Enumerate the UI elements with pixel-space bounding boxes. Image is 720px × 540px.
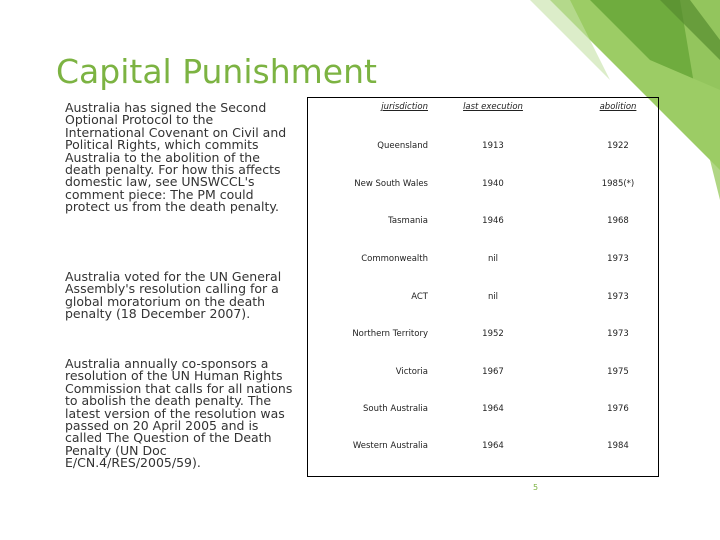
cell-last-execution: 1952	[482, 329, 504, 339]
cell-jurisdiction: New South Wales	[354, 179, 428, 189]
cell-jurisdiction: Commonwealth	[361, 254, 428, 264]
execution-table	[307, 97, 659, 477]
cell-abolition: 1976	[607, 404, 629, 414]
header-abolition: abolition	[599, 102, 637, 112]
paragraph-moratorium: Australia voted for the UN General Assembly's resolution calling for a global moratorium on the death penalty (18 December 2007).	[65, 269, 282, 322]
cell-abolition: 1973	[607, 292, 629, 302]
cell-abolition: 1973	[607, 329, 629, 339]
cell-abolition: 1922	[607, 141, 629, 151]
cell-abolition: 1985(*)	[601, 179, 635, 189]
cell-jurisdiction: Western Australia	[352, 441, 428, 451]
header-jurisdiction: jurisdiction	[381, 102, 428, 112]
cell-jurisdiction: Tasmania	[388, 216, 428, 226]
cell-jurisdiction: Victoria	[395, 367, 428, 377]
paragraph-protocol: Australia has signed the Second Optional Protocol to the International Covenant on Civil and Political Rights, which commits Australia to the abolition of the death penalty. For how this affects domestic law, see UNSWCCL's comment piece: The PM could protect us from the death penalty.	[65, 100, 287, 215]
cell-last-execution: 1940	[482, 179, 504, 189]
cell-abolition: 1984	[607, 441, 629, 451]
cell-last-execution: 1964	[482, 441, 504, 451]
cell-last-execution: 1913	[482, 141, 504, 151]
paragraph-resolution: Australia annually co-sponsors a resolution of the UN Human Rights Commission that calls for all nations to abolish the death penalty. The latest version of the resolution was passed on 20 April 2005 and is called The Question of the Death Penalty (UN Doc E/CN.4/RES/2005/59).	[65, 356, 293, 471]
cell-jurisdiction: Queensland	[377, 141, 428, 151]
cell-abolition: 1975	[607, 367, 629, 377]
cell-abolition: 1968	[607, 216, 629, 226]
cell-jurisdiction: South Australia	[362, 404, 428, 414]
cell-last-execution: nil	[487, 292, 499, 302]
page-number: 5	[533, 483, 539, 492]
cell-jurisdiction: ACT	[411, 292, 428, 302]
slide-title: Capital Punishment	[56, 52, 377, 91]
cell-abolition: 1973	[607, 254, 629, 264]
cell-last-execution: nil	[487, 254, 499, 264]
cell-last-execution: 1946	[482, 216, 504, 226]
cell-jurisdiction: Northern Territory	[352, 329, 428, 339]
cell-last-execution: 1967	[482, 367, 504, 377]
cell-last-execution: 1964	[482, 404, 504, 414]
header-last-execution: last execution	[463, 102, 523, 112]
